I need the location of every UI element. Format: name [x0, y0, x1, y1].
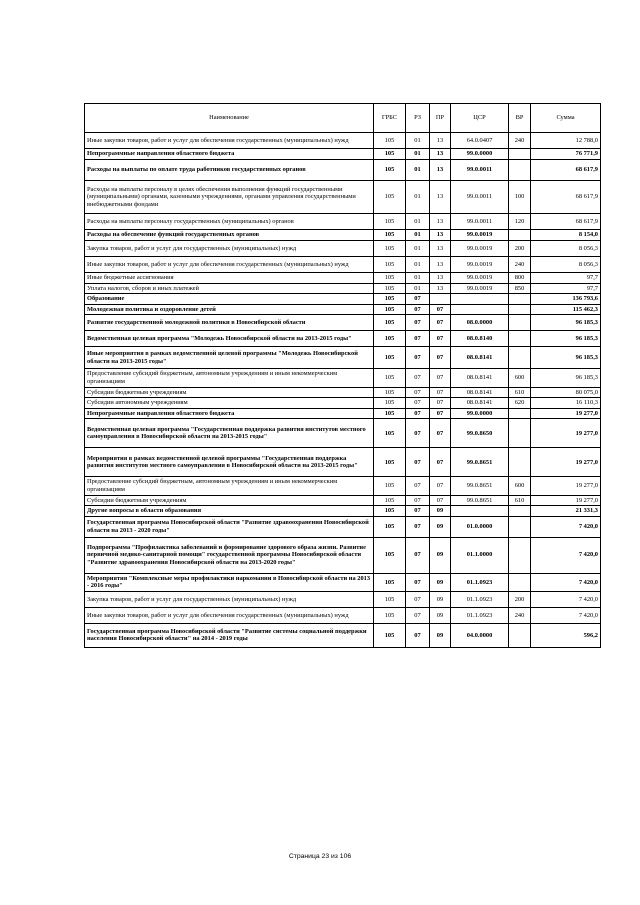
- cell-rz: 07: [406, 448, 430, 477]
- cell-vr: 600: [509, 477, 531, 495]
- cell-vr: 120: [509, 214, 531, 230]
- cell-csr: 01.1.0923: [451, 591, 509, 607]
- cell-grbs: 105: [374, 448, 406, 477]
- cell-pr: 07: [430, 304, 451, 315]
- cell-name: Закупка товаров, работ и услуг для государственных (муниципальных) нужд: [85, 591, 374, 607]
- cell-vr: [509, 448, 531, 477]
- table-row: [85, 230, 601, 241]
- cell-pr: 13: [430, 160, 451, 181]
- cell-grbs: 105: [374, 273, 406, 284]
- cell-vr: [509, 149, 531, 160]
- header-name: Наименование: [85, 104, 374, 133]
- cell-pr: 07: [430, 387, 451, 398]
- cell-grbs: 105: [374, 369, 406, 387]
- cell-csr: 08.0.0000: [451, 315, 509, 331]
- header-sum: Сумма: [531, 104, 601, 133]
- table-row: [85, 214, 601, 230]
- cell-vr: 610: [509, 387, 531, 398]
- cell-name: Расходы на обеспечение функций государственных органов: [85, 230, 374, 241]
- cell-rz: 07: [406, 573, 430, 591]
- cell-sum: 19 277,0: [531, 448, 601, 477]
- cell-vr: 240: [509, 607, 531, 623]
- cell-csr: 99.0.0019: [451, 283, 509, 294]
- cell-grbs: 105: [374, 537, 406, 573]
- cell-pr: 13: [430, 214, 451, 230]
- cell-rz: 07: [406, 591, 430, 607]
- cell-name: Другие вопросы в области образования: [85, 506, 374, 517]
- table-row: [85, 506, 601, 517]
- table-row: [85, 273, 601, 284]
- cell-vr: [509, 331, 531, 347]
- cell-grbs: 105: [374, 516, 406, 537]
- cell-vr: 100: [509, 181, 531, 214]
- cell-csr: 08.0.8141: [451, 369, 509, 387]
- cell-vr: [509, 230, 531, 241]
- cell-csr: 99.0.0011: [451, 160, 509, 181]
- cell-pr: 13: [430, 283, 451, 294]
- cell-grbs: 105: [374, 607, 406, 623]
- table-row: [85, 516, 601, 537]
- table-row: [85, 133, 601, 149]
- cell-csr: 99.0.0019: [451, 230, 509, 241]
- budget-table: [84, 103, 601, 648]
- cell-grbs: 105: [374, 419, 406, 448]
- cell-name: Мероприятия в рамках ведомственной целевой программы "Государственная поддержка развития институтов местного самоуправления в Новосибирской области на 2013-2015 годы": [85, 448, 374, 477]
- cell-rz: 07: [406, 315, 430, 331]
- cell-csr: 08.0.8141: [451, 347, 509, 369]
- cell-grbs: 105: [374, 214, 406, 230]
- cell-sum: 96 185,3: [531, 347, 601, 369]
- cell-vr: 620: [509, 398, 531, 409]
- cell-sum: 97,7: [531, 273, 601, 284]
- cell-sum: 19 277,0: [531, 408, 601, 419]
- cell-sum: 76 771,9: [531, 149, 601, 160]
- cell-csr: 99.0.0019: [451, 241, 509, 257]
- cell-name: Государственная программа Новосибирской области "Развитие здравоохранения Новосибирской области на 2013 - 2020 годы": [85, 516, 374, 537]
- cell-rz: 07: [406, 304, 430, 315]
- cell-pr: 07: [430, 315, 451, 331]
- cell-grbs: 105: [374, 133, 406, 149]
- cell-vr: 200: [509, 591, 531, 607]
- table-row: [85, 573, 601, 591]
- cell-name: Субсидии бюджетным учреждениям: [85, 387, 374, 398]
- cell-rz: 01: [406, 257, 430, 273]
- table-body: [85, 133, 601, 648]
- table-row: [85, 591, 601, 607]
- table-header-row: [85, 104, 601, 133]
- cell-sum: 7 420,0: [531, 537, 601, 573]
- cell-rz: 07: [406, 294, 430, 305]
- table-row: [85, 537, 601, 573]
- cell-csr: 08.0.8141: [451, 387, 509, 398]
- cell-vr: 200: [509, 241, 531, 257]
- cell-rz: 01: [406, 283, 430, 294]
- cell-pr: 09: [430, 573, 451, 591]
- cell-vr: [509, 573, 531, 591]
- cell-name: Непрограммные направления областного бюджета: [85, 408, 374, 419]
- table-row: [85, 623, 601, 647]
- cell-vr: [509, 623, 531, 647]
- cell-pr: 13: [430, 149, 451, 160]
- cell-pr: 13: [430, 273, 451, 284]
- cell-rz: 07: [406, 506, 430, 517]
- cell-pr: 07: [430, 369, 451, 387]
- cell-csr: 99.0.0019: [451, 273, 509, 284]
- cell-grbs: 105: [374, 149, 406, 160]
- cell-csr: [451, 506, 509, 517]
- cell-pr: 13: [430, 133, 451, 149]
- cell-pr: 13: [430, 181, 451, 214]
- cell-sum: 7 420,0: [531, 591, 601, 607]
- table-row: [85, 387, 601, 398]
- cell-sum: 115 462,3: [531, 304, 601, 315]
- cell-csr: 99.0.8650: [451, 419, 509, 448]
- cell-csr: [451, 304, 509, 315]
- cell-sum: 68 617,9: [531, 160, 601, 181]
- cell-pr: 07: [430, 408, 451, 419]
- page-footer: Страница 23 из 106: [288, 853, 352, 860]
- cell-sum: 68 617,9: [531, 214, 601, 230]
- table-row: [85, 241, 601, 257]
- table-row: [85, 347, 601, 369]
- cell-rz: 01: [406, 160, 430, 181]
- cell-name: Субсидии бюджетным учреждениям: [85, 495, 374, 506]
- cell-grbs: 105: [374, 408, 406, 419]
- cell-vr: [509, 294, 531, 305]
- cell-sum: 12 788,0: [531, 133, 601, 149]
- cell-pr: [430, 294, 451, 305]
- cell-vr: 850: [509, 283, 531, 294]
- cell-sum: 7 420,0: [531, 607, 601, 623]
- cell-rz: 01: [406, 241, 430, 257]
- cell-rz: 07: [406, 607, 430, 623]
- cell-pr: 09: [430, 506, 451, 517]
- cell-grbs: 105: [374, 294, 406, 305]
- cell-csr: 99.0.0019: [451, 257, 509, 273]
- cell-name: Иные закупки товаров, работ и услуг для обеспечения государственных (муниципальных) нужд: [85, 257, 374, 273]
- cell-grbs: 105: [374, 181, 406, 214]
- header-csr: ЦСР: [451, 104, 509, 133]
- cell-grbs: 105: [374, 160, 406, 181]
- table-row: [85, 477, 601, 495]
- cell-rz: 07: [406, 369, 430, 387]
- cell-name: Молодежная политика и оздоровление детей: [85, 304, 374, 315]
- cell-rz: 07: [406, 623, 430, 647]
- cell-name: Государственная программа Новосибирской области "Развитие системы социальной поддержки населения Новосибирской области" на 2014 - 2019 годы: [85, 623, 374, 647]
- cell-name: Расходы на выплаты по оплате труда работников государственных органов: [85, 160, 374, 181]
- cell-name: Расходы на выплаты персоналу в целях обеспечения выполнения функций государственными (муниципальными) органами, казенными учреждениями, органами управления государственными внебюджетными фондами: [85, 181, 374, 214]
- cell-rz: 07: [406, 408, 430, 419]
- cell-sum: 96 185,3: [531, 331, 601, 347]
- table-row: [85, 331, 601, 347]
- cell-rz: 07: [406, 419, 430, 448]
- table-row: [85, 495, 601, 506]
- cell-pr: 09: [430, 607, 451, 623]
- cell-pr: 07: [430, 347, 451, 369]
- table-row: [85, 149, 601, 160]
- cell-name: Подпрограмма "Профилактика заболеваний и формирование здорового образа жизни. Развитие первичной медико-санитарной помощи" государственной программы Новосибирской области "Развитие здравоохранения Новосибирской области на 2013-2020 годы": [85, 537, 374, 573]
- cell-csr: 99.0.0011: [451, 214, 509, 230]
- cell-pr: 07: [430, 331, 451, 347]
- cell-sum: 19 277,0: [531, 419, 601, 448]
- cell-vr: 600: [509, 369, 531, 387]
- table-row: [85, 315, 601, 331]
- cell-name: Образование: [85, 294, 374, 305]
- cell-name: Закупка товаров, работ и услуг для государственных (муниципальных) нужд: [85, 241, 374, 257]
- table-row: [85, 181, 601, 214]
- budget-table-container: [84, 103, 600, 648]
- cell-vr: [509, 304, 531, 315]
- cell-pr: 09: [430, 591, 451, 607]
- cell-name: Непрограммные направления областного бюджета: [85, 149, 374, 160]
- cell-name: Предоставление субсидий бюджетным, автономным учреждениям и иным некоммерческим организациям: [85, 477, 374, 495]
- cell-pr: 09: [430, 623, 451, 647]
- cell-grbs: 105: [374, 241, 406, 257]
- cell-vr: [509, 408, 531, 419]
- table-row: [85, 408, 601, 419]
- cell-name: Предоставление субсидий бюджетным, автономным учреждениям и иным некоммерческим организациям: [85, 369, 374, 387]
- cell-vr: [509, 506, 531, 517]
- cell-sum: 8 056,3: [531, 257, 601, 273]
- cell-vr: [509, 160, 531, 181]
- cell-vr: [509, 347, 531, 369]
- table-row: [85, 398, 601, 409]
- cell-pr: 13: [430, 257, 451, 273]
- cell-sum: 19 277,0: [531, 477, 601, 495]
- cell-csr: 04.0.0000: [451, 623, 509, 647]
- cell-vr: 240: [509, 257, 531, 273]
- cell-rz: 07: [406, 398, 430, 409]
- cell-rz: 01: [406, 214, 430, 230]
- cell-rz: 01: [406, 133, 430, 149]
- cell-grbs: 105: [374, 283, 406, 294]
- cell-sum: 68 617,9: [531, 181, 601, 214]
- cell-sum: 7 420,0: [531, 573, 601, 591]
- table-row: [85, 283, 601, 294]
- cell-csr: 01.1.0923: [451, 607, 509, 623]
- cell-vr: [509, 516, 531, 537]
- cell-vr: 610: [509, 495, 531, 506]
- table-row: [85, 419, 601, 448]
- cell-csr: 99.0.8651: [451, 477, 509, 495]
- cell-sum: 136 793,6: [531, 294, 601, 305]
- cell-sum: 8 154,0: [531, 230, 601, 241]
- cell-csr: 99.0.0000: [451, 149, 509, 160]
- cell-grbs: 105: [374, 331, 406, 347]
- cell-csr: 08.0.8140: [451, 331, 509, 347]
- cell-vr: 240: [509, 133, 531, 149]
- header-grbs: ГРБС: [374, 104, 406, 133]
- cell-rz: 01: [406, 181, 430, 214]
- cell-grbs: 105: [374, 506, 406, 517]
- cell-name: Расходы на выплаты персоналу государственных (муниципальных) органов: [85, 214, 374, 230]
- cell-pr: 13: [430, 241, 451, 257]
- cell-sum: 19 277,0: [531, 495, 601, 506]
- table-row: [85, 369, 601, 387]
- cell-grbs: 105: [374, 573, 406, 591]
- cell-csr: [451, 294, 509, 305]
- cell-grbs: 105: [374, 495, 406, 506]
- header-rz: РЗ: [406, 104, 430, 133]
- cell-name: Ведомственная целевая программа "Государственная поддержка развития институтов местного самоуправления в Новосибирской области на 2013-2015 годы": [85, 419, 374, 448]
- cell-sum: 16 110,3: [531, 398, 601, 409]
- cell-sum: 596,2: [531, 623, 601, 647]
- header-vr: ВР: [509, 104, 531, 133]
- cell-name: Иные закупки товаров, работ и услуг для обеспечения государственных (муниципальных) нужд: [85, 133, 374, 149]
- cell-rz: 07: [406, 537, 430, 573]
- cell-name: Мероприятия "Комплексные меры профилактики наркомании в Новосибирской области на 2013 - 2016 годы": [85, 573, 374, 591]
- cell-rz: 01: [406, 230, 430, 241]
- cell-vr: [509, 315, 531, 331]
- cell-grbs: 105: [374, 591, 406, 607]
- cell-name: Иные мероприятия в рамках ведомственной целевой программы "Молодежь Новосибирской области на 2013-2015 годы": [85, 347, 374, 369]
- cell-csr: 99.0.8651: [451, 495, 509, 506]
- cell-vr: [509, 537, 531, 573]
- cell-sum: 97,7: [531, 283, 601, 294]
- cell-grbs: 105: [374, 477, 406, 495]
- cell-rz: 07: [406, 347, 430, 369]
- cell-pr: 07: [430, 477, 451, 495]
- header-pr: ПР: [430, 104, 451, 133]
- cell-grbs: 105: [374, 304, 406, 315]
- cell-csr: 01.0.0000: [451, 516, 509, 537]
- cell-rz: 01: [406, 273, 430, 284]
- cell-pr: 13: [430, 230, 451, 241]
- table-row: [85, 304, 601, 315]
- table-row: [85, 294, 601, 305]
- cell-csr: 99.0.0011: [451, 181, 509, 214]
- cell-name: Развитие государственной молодежной политики в Новосибирской области: [85, 315, 374, 331]
- cell-grbs: 105: [374, 623, 406, 647]
- cell-rz: 07: [406, 516, 430, 537]
- cell-sum: 21 331,3: [531, 506, 601, 517]
- table-row: [85, 160, 601, 181]
- cell-rz: 07: [406, 495, 430, 506]
- cell-rz: 07: [406, 331, 430, 347]
- cell-grbs: 105: [374, 230, 406, 241]
- cell-rz: 07: [406, 477, 430, 495]
- cell-csr: 01.1.0000: [451, 537, 509, 573]
- cell-csr: 99.0.8651: [451, 448, 509, 477]
- cell-sum: 8 056,3: [531, 241, 601, 257]
- cell-grbs: 105: [374, 387, 406, 398]
- cell-rz: 07: [406, 387, 430, 398]
- cell-vr: [509, 419, 531, 448]
- cell-vr: 800: [509, 273, 531, 284]
- cell-sum: 96 185,3: [531, 315, 601, 331]
- cell-sum: 80 075,0: [531, 387, 601, 398]
- cell-sum: 7 420,0: [531, 516, 601, 537]
- cell-name: Ведомственная целевая программа "Молодежь Новосибирской области на 2013-2015 годы": [85, 331, 374, 347]
- cell-grbs: 105: [374, 257, 406, 273]
- cell-pr: 07: [430, 398, 451, 409]
- cell-name: Субсидии автономным учреждениям: [85, 398, 374, 409]
- table-row: [85, 607, 601, 623]
- cell-csr: 08.0.8141: [451, 398, 509, 409]
- table-row: [85, 257, 601, 273]
- cell-csr: 99.0.0000: [451, 408, 509, 419]
- cell-pr: 09: [430, 537, 451, 573]
- cell-csr: 64.0.0407: [451, 133, 509, 149]
- cell-grbs: 105: [374, 315, 406, 331]
- cell-grbs: 105: [374, 347, 406, 369]
- cell-name: Иные закупки товаров, работ и услуг для обеспечения государственных (муниципальных) нужд: [85, 607, 374, 623]
- cell-csr: 01.1.0923: [451, 573, 509, 591]
- cell-grbs: 105: [374, 398, 406, 409]
- cell-pr: 07: [430, 495, 451, 506]
- cell-name: Уплата налогов, сборов и иных платежей: [85, 283, 374, 294]
- cell-pr: 07: [430, 448, 451, 477]
- table-row: [85, 448, 601, 477]
- cell-pr: 09: [430, 516, 451, 537]
- cell-name: Иные бюджетные ассигнования: [85, 273, 374, 284]
- cell-pr: 07: [430, 419, 451, 448]
- cell-rz: 01: [406, 149, 430, 160]
- cell-sum: 96 185,3: [531, 369, 601, 387]
